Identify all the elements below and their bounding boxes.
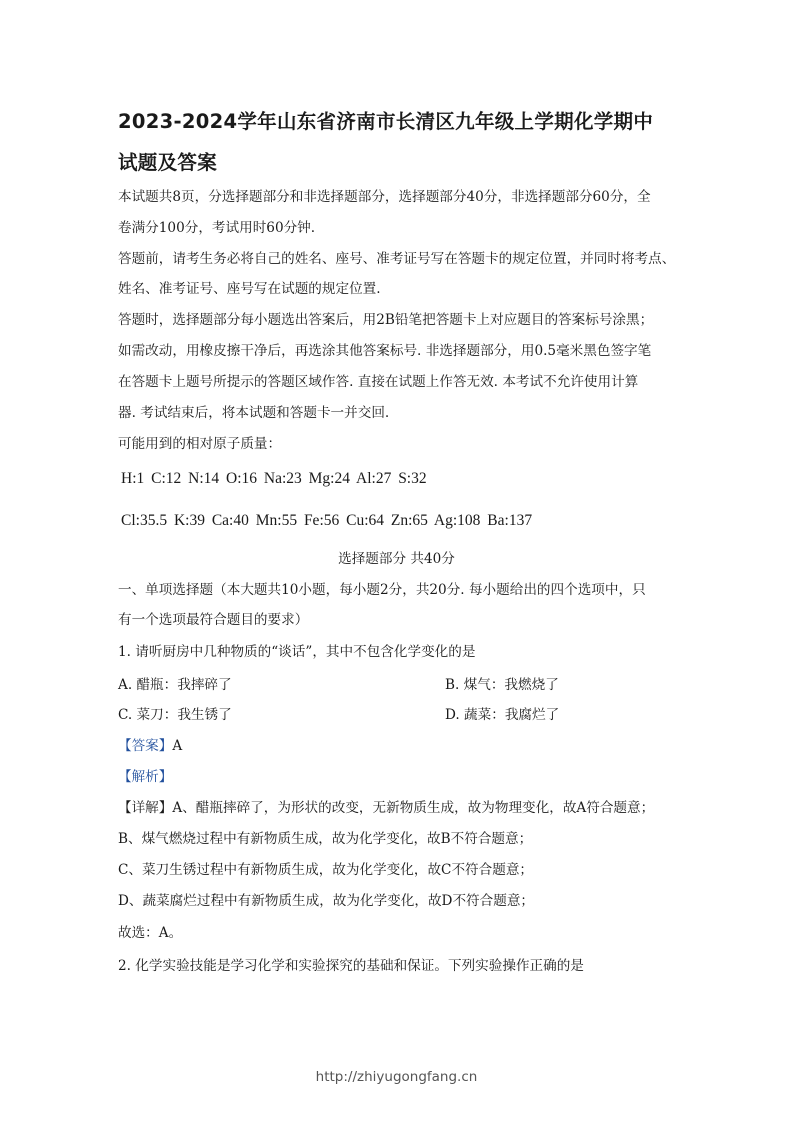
- answer-value: A: [172, 738, 183, 754]
- question-1-option-d: D. 蔬菜：我腐烂了: [445, 707, 560, 723]
- instruction-line: 本试题共8页，分选择题部分和非选择题部分，选择题部分40分，非选择题部分60分，全: [118, 189, 651, 205]
- question-2-stem: 2. 化学实验技能是学习化学和实验探究的基础和保证。下列实验操作正确的是: [118, 958, 584, 974]
- atomic-masses-row-2: Cl:35.5 K:39 Ca:40 Mn:55 Fe:56 Cu:64 Zn:65 Ag:108 Ba:137: [121, 512, 533, 529]
- analysis-tag: 【解析】: [118, 769, 173, 785]
- question-1-answer: [118, 737, 688, 755]
- question-1-detail-line: B、煤气燃烧过程中有新物质生成，故为化学变化，故B不符合题意；: [118, 831, 533, 847]
- question-1-conclusion: 故选：A。: [118, 925, 183, 941]
- instruction-line: 器. 考试结束后，将本试题和答题卡一并交回.: [118, 405, 390, 421]
- section-header: 选择题部分 共40分: [338, 551, 455, 567]
- question-1-detail-line: [118, 799, 688, 817]
- instruction-line: 可能用到的相对原子质量：: [118, 436, 282, 452]
- atomic-masses-row-1: H:1 C:12 N:14 O:16 Na:23 Mg:24 Al:27 S:32: [121, 470, 427, 487]
- instruction-line: 答题时，选择题部分每小题选出答案后，用2B铅笔把答题卡上对应题目的答案标号涂黑；: [118, 312, 654, 328]
- question-1-detail-line: D、蔬菜腐烂过程中有新物质生成，故为化学变化，故D不符合题意；: [118, 893, 535, 909]
- footer-url[interactable]: http://zhiyugongfang.cn: [315, 1069, 478, 1085]
- document-title-line-1: 2023-2024学年山东省济南市长清区九年级上学期化学期中: [118, 110, 654, 133]
- instruction-line: 卷满分100分，考试用时60分钟.: [118, 220, 316, 236]
- question-1-analysis-tag: [118, 768, 688, 786]
- question-1-option-a: A. 醋瓶：我摔碎了: [118, 677, 232, 693]
- instruction-line: 姓名、准考证号、座号写在试题的规定位置.: [118, 281, 381, 297]
- question-1-detail-line: C、菜刀生锈过程中有新物质生成，故为化学变化，故C不符合题意；: [118, 862, 534, 878]
- instruction-line: 在答题卡上题号所提示的答题区域作答. 直接在试题上作答无效. 本考试不允许使用计算: [118, 374, 639, 390]
- question-1-stem: 1. 请听厨房中几种物质的“谈话”，其中不包含化学变化的是: [118, 644, 476, 660]
- question-1-option-b: B. 煤气：我燃烧了: [445, 677, 559, 693]
- section-intro-line: 有一个选项最符合题目的要求）: [118, 612, 309, 628]
- detail-text: A、醋瓶摔碎了，为形状的改变，无新物质生成，故为物理变化，故A符合题意；: [172, 800, 655, 816]
- document-title-line-2: 试题及答案: [118, 151, 218, 174]
- detail-tag: 【详解】: [118, 800, 173, 816]
- section-intro-line: 一、单项选择题（本大题共10小题，每小题2分，共20分. 每小题给出的四个选项中，只: [118, 582, 646, 598]
- answer-tag: 【答案】: [118, 738, 173, 754]
- instruction-line: 答题前，请考生务必将自己的姓名、座号、准考证号写在答题卡的规定位置，并同时将考点、: [118, 251, 676, 267]
- question-1-option-c: C. 菜刀：我生锈了: [118, 707, 232, 723]
- instruction-line: 如需改动，用橡皮擦干净后，再选涂其他答案标号. 非选择题部分，用0.5毫米黑色签字笔: [118, 343, 652, 359]
